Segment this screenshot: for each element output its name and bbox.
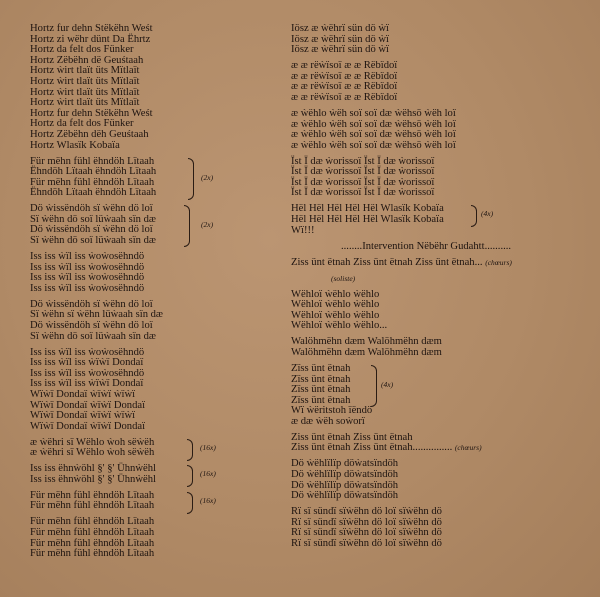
verse-block bbox=[291, 290, 591, 332]
lyric-line: Iösz ӕ ẁëhrï sün dö ẁï bbox=[291, 23, 389, 34]
lyric-line: Iösz ӕ ẁëhrï sün dö ẁï bbox=[291, 33, 389, 45]
lyric-line: Ëhndöh Lïtaah ëhndöh Lïtaah bbox=[30, 187, 157, 199]
lyric-line: Für mëhn fühl ëhndöh Lïtaah bbox=[30, 155, 155, 167]
verse-block bbox=[30, 300, 280, 342]
lyric-line: Iss iss ẁïl iss ẁïẁï Dondaï bbox=[30, 378, 144, 390]
repeat-brace bbox=[187, 492, 193, 514]
lyric-line: Hortz ẁirt tlaït üts Mïtlaït bbox=[30, 75, 140, 87]
lyric-line: ӕ ӕ rëẁïsoï ӕ ӕ Rëbïdoï bbox=[291, 60, 398, 72]
lyric-line: Iösz ӕ ẁëhrï sün dö ẁï bbox=[291, 44, 389, 56]
lyric-line: Wïẁï Dondaï ẁïẁï ẁïẁï bbox=[30, 388, 136, 400]
lyric-line: Iss iss ëhnẁöhl §' §' Ühnẁëhl bbox=[30, 473, 156, 485]
lyric-line: Dö ẁëhlïlïp döẁatsïndöh bbox=[291, 469, 399, 481]
verse-block bbox=[30, 517, 280, 559]
verse-block bbox=[291, 459, 591, 501]
lyric-line: Rï sï sündï sïẁëhn dö loï sïẁëhn dö bbox=[291, 506, 442, 518]
lyric-line: Hël Hël Hël Hël Hël Wlasïk Kobaïa bbox=[291, 214, 444, 226]
lyric-line: ӕ ẁëhri sï Wëhlo ẁoh sëẁëh bbox=[30, 436, 155, 448]
verse-block bbox=[291, 507, 591, 549]
lyric-line: Wïẁï Dondaï ẁïẁï ẁïẁï bbox=[30, 410, 136, 422]
lyric-line: Für mëhn fühl ëhndöh Lïtaah bbox=[30, 176, 155, 188]
repeat-count: (16x) bbox=[200, 442, 216, 452]
repeat-brace bbox=[471, 205, 477, 227]
lyric-line: ӕ ẁëhlo ẁëh soï soï dӕ ẁëhsö ẁëh loï bbox=[291, 129, 456, 141]
verse-block bbox=[291, 337, 591, 358]
lyric-line: Dö ẁissëndöh sï ẁëhn dö loï bbox=[30, 203, 153, 215]
lyric-line: Rï sï sündï sïẁëhn dö loï sïẁëhn dö bbox=[291, 516, 442, 528]
lyric-line: Hortz zi wëhr dünt Da Ëhrtz bbox=[30, 33, 151, 45]
lyric-line: Sï ẁëhn dö soï lüẁaah sïn dæ bbox=[30, 235, 156, 247]
lyric-line: Iss iss ẁïl iss ẁoẁosëhndö bbox=[30, 367, 145, 379]
lyric-line: Ïst Ï dӕ ẁorissoï Ïst Ï dӕ ẁorissoï bbox=[291, 176, 435, 188]
lyric-line: ӕ ẁëhri sï Wëhlo ẁoh sëẁëh bbox=[30, 447, 155, 459]
lyric-line: Iss iss ẁïl iss ẁoẁosëhndö bbox=[30, 251, 145, 263]
lyric-line: Hortz fur dehn Stëkëhn Weśt bbox=[30, 107, 153, 119]
repeat-count: (4x) bbox=[381, 379, 394, 389]
lyric-line: Sï ẁëhn sï ẁëhn lüẁaah sïn dæ bbox=[30, 309, 164, 321]
lyric-line: ӕ dӕ ẁëh soẁorï bbox=[291, 415, 365, 427]
verse-block bbox=[30, 24, 280, 151]
lyric-line: Zïss ünt ëtnah bbox=[291, 384, 351, 396]
lyric-line: Wëhloï ẁëhlo ẁëhlo bbox=[291, 299, 380, 311]
lyric-line: Ïst Ï dӕ ẁorissoï Ïst Ï dӕ ẁorissoï bbox=[291, 187, 435, 199]
lyric-line: Wï!!! bbox=[291, 224, 315, 236]
lyric-line: Iss iss ẁïl iss ẁoẁosëhndö bbox=[30, 261, 145, 273]
lyric-line: Iss iss ëhnẁöhl §' §' Ühnẁëhl bbox=[30, 463, 156, 475]
lyric-line: Ziss ünt ëtnah Ziss ünt ëtnah bbox=[291, 431, 413, 443]
lyric-line: Walöhmëhn dӕm Walöhmëhn dӕm bbox=[291, 336, 442, 348]
verse-block bbox=[291, 109, 591, 151]
lyric-line: Dö ẁissëndöh sï ẁëhn dö loï bbox=[30, 224, 153, 236]
lyric-line: Für mëhn fühl ëhndöh Lïtaah bbox=[30, 537, 155, 549]
verse-block bbox=[291, 364, 591, 428]
lyric-line: Hël Hël Hël Hël Hël Wlasïk Kobaïa bbox=[291, 203, 444, 215]
lyric-line: Hortz ẁirt tlaït üts Mïtlaït bbox=[30, 86, 140, 98]
lyric-line: Zïss ünt ëtnah bbox=[291, 362, 351, 374]
soloist-note: (soliste) bbox=[331, 273, 356, 283]
lyric-line: Sï ẁëhn dö soï lüẁaah sïn dæ bbox=[30, 330, 156, 342]
lyric-line bbox=[291, 258, 591, 269]
left-lyrics-column bbox=[30, 24, 280, 560]
lyric-line: Hortz da felt dos Fünker bbox=[30, 118, 134, 130]
verse-block bbox=[30, 464, 280, 485]
lyric-line: ӕ ẁëhlo ẁëh soï soï dӕ ẁëhsö ẁëh loï bbox=[291, 107, 456, 119]
repeat-brace bbox=[371, 365, 377, 407]
lyric-line: Hortz da felt dos Fünker bbox=[30, 44, 134, 56]
lyric-line: Wïẁï Dondaï ẁïẁï Dondaï bbox=[30, 399, 146, 411]
intervention-line: ........Intervention Nëbëhr Gudahtt.......... bbox=[341, 240, 512, 252]
lyric-line: Hortz Zëbëhn dëh Geuśtaah bbox=[30, 128, 149, 140]
lyric-line: Hortz fur dehn Stëkëhn Weśt bbox=[30, 23, 153, 34]
chorus-line: Ziss ünt ëtnah Ziss ünt ëtnah Ziss ünt ëtnah... bbox=[291, 256, 483, 268]
repeat-count: (16x) bbox=[200, 495, 216, 505]
lyric-line: Ëhndöh Lïtaah ëhndöh Lïtaah bbox=[30, 166, 157, 178]
repeat-brace bbox=[184, 205, 190, 247]
repeat-brace bbox=[187, 465, 193, 487]
lyric-line: Wï ẁëritstoh ïëndö bbox=[291, 405, 373, 417]
repeat-count: (2x) bbox=[201, 220, 214, 230]
lyric-line: Walöhmëhn dӕm Walöhmëhn dӕm bbox=[291, 346, 442, 358]
lyric-line: Zïss ünt ëtnah bbox=[291, 373, 351, 385]
lyric-line: Iss iss ẁïl iss ẁoẁosëhndö bbox=[30, 272, 145, 284]
verse-block bbox=[30, 204, 280, 246]
lyric-line: ӕ ӕ rëẁïsoï ӕ ӕ Rëbïdoï bbox=[291, 70, 398, 82]
lyric-line: Zïss ünt ëtnah bbox=[291, 394, 351, 406]
lyric-line: Hortz Zëbëhn dë Geuśtaah bbox=[30, 54, 144, 66]
lyric-line: Ïst Ï dӕ ẁorissoï Ïst Ï dӕ ẁorissoï bbox=[291, 166, 435, 178]
verse-block bbox=[30, 491, 280, 512]
chorus-line: Ziss ünt ëtnah Ziss ünt ëtnah............... bbox=[291, 442, 453, 454]
lyric-line: Iss iss ẁïl iss ẁoẁosëhndö bbox=[30, 282, 145, 294]
lyric-line: Dö ẁissëndöh sï ẁëhn dö loï bbox=[30, 320, 153, 331]
verse-block bbox=[291, 433, 591, 454]
lyric-line: Wëhloï ẁëhlo ẁëhlo... bbox=[291, 320, 388, 332]
lyric-line: Wëhloï ẁëhlo ẁëhlo bbox=[291, 288, 380, 300]
lyric-line: Für mëhn fühl ëhndöh Lïtaah bbox=[30, 516, 155, 528]
repeat-brace bbox=[187, 439, 193, 461]
lyric-line: Für mëhn fühl ëhndöh Lïtaah bbox=[30, 527, 155, 539]
verse-block bbox=[291, 157, 591, 199]
verse-block bbox=[291, 24, 591, 56]
lyric-line: Dö ẁëhlïlïp döẁatsïndöh bbox=[291, 479, 399, 491]
lyric-line: Hortz ẁirt tlaït üts Mïtlaït bbox=[30, 65, 140, 77]
lyric-line: Dö ẁëhlïlïp döẁatsïndöh bbox=[291, 490, 399, 502]
lyric-line: Rï sï sündï sïẁëhn dö loï sïẁëhn dö bbox=[291, 538, 442, 550]
repeat-count: (4x) bbox=[481, 209, 494, 219]
repeat-count: (16x) bbox=[200, 469, 216, 479]
verse-block bbox=[30, 348, 280, 433]
lyric-line: Wëhloï ẁëhlo ẁëhlo bbox=[291, 309, 380, 321]
lyric-line: ӕ ӕ rëẁïsoï ӕ ӕ Rëbïdoï bbox=[291, 91, 398, 103]
chorus-note: (chœurs) bbox=[454, 443, 482, 453]
lyric-line: Dö ẁëhlïlïp döẁatsïndöh bbox=[291, 458, 399, 470]
right-lyrics-column bbox=[291, 24, 591, 550]
repeat-brace bbox=[188, 158, 194, 200]
lyric-line: ӕ ẁëhlo ẁëh soï soï dӕ ẁëhsö ẁëh loï bbox=[291, 139, 456, 151]
lyric-line: Iss iss ẁïl iss ẁoẁosëhndö bbox=[30, 346, 145, 358]
lyric-line: Wïẁï Dondaï ẁïẁï Dondaï bbox=[30, 420, 146, 432]
lyric-line: Rï sï sündï sïẁëhn dö loï sïẁëhn dö bbox=[291, 527, 442, 539]
verse-block bbox=[291, 204, 591, 236]
lyric-line: Sï ẁëhn dö soï lüẁaah sïn dæ bbox=[30, 213, 156, 225]
lyric-line: Hortz ẁirt tlaït üts Mïtlaït bbox=[30, 97, 140, 109]
lyric-line: Iss iss ẁïl iss ẁïẁï Dondaï bbox=[30, 357, 144, 369]
verse-block bbox=[30, 252, 280, 294]
chorus-note: (chœurs) bbox=[485, 257, 512, 267]
lyric-line: Für mëhn fühl ëhndöh Lïtaah bbox=[30, 548, 155, 560]
lyric-line bbox=[291, 443, 591, 454]
verse-block bbox=[30, 438, 280, 459]
lyric-line: Ïst Ï dӕ ẁorissoï Ïst Ï dӕ ẁorissoï bbox=[291, 155, 435, 167]
lyric-line: Hortz Wlasïk Kobaïa bbox=[30, 139, 120, 151]
verse-block bbox=[30, 157, 280, 199]
lyric-line: ӕ ẁëhlo ẁëh soï soï dӕ ẁëhsö ẁëh loï bbox=[291, 118, 456, 130]
verse-block bbox=[291, 61, 591, 103]
lyric-line: Für mëhn fühl ëhndöh Lïtaah bbox=[30, 489, 155, 501]
lyric-line: Dö ẁissëndöh sï ẁëhn dö loï bbox=[30, 298, 153, 310]
lyric-line: ӕ ӕ rëẁïsoï ӕ ӕ Rëbïdoï bbox=[291, 81, 398, 93]
lyric-line: Für mëhn fühl ëhndöh Lïtaah bbox=[30, 500, 155, 512]
repeat-count: (2x) bbox=[201, 172, 214, 182]
